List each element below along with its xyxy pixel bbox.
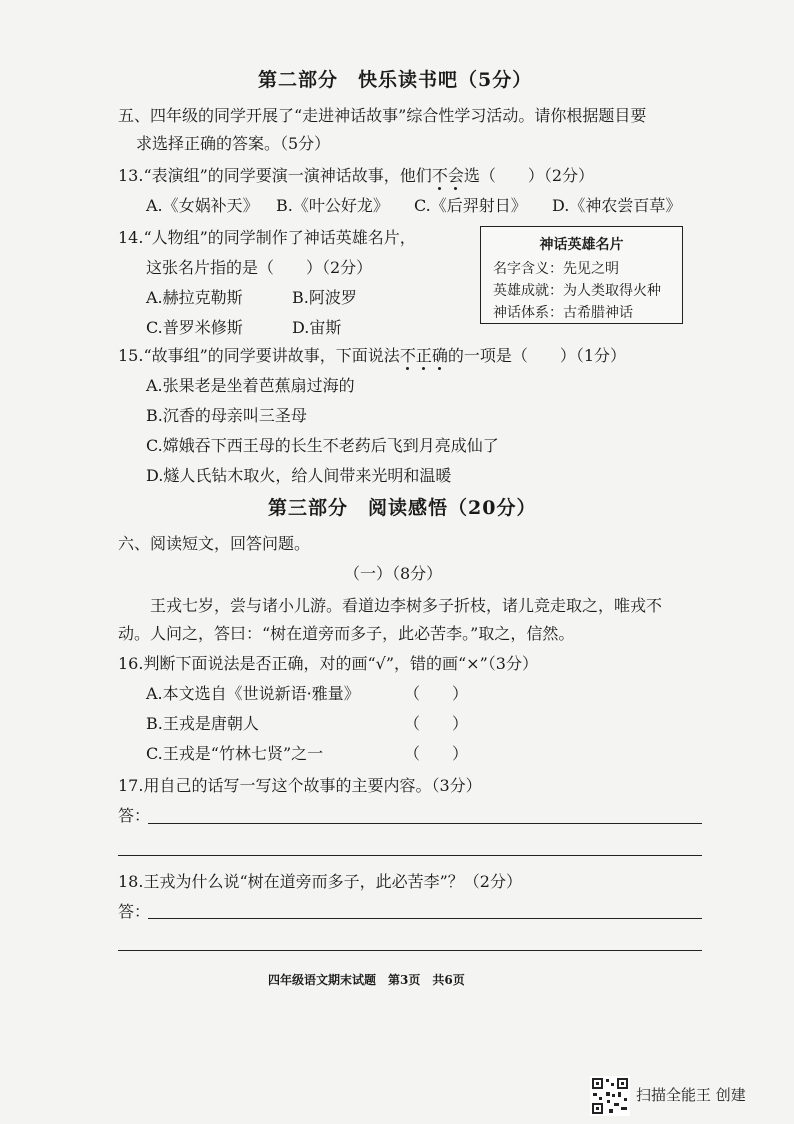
q15-option-b: B.沉香的母亲叫三圣母 (146, 406, 307, 425)
passage-title: （一）（8分） (344, 564, 443, 583)
q18-answer-label: 答： (118, 902, 151, 921)
q16-option-c: C.王戎是“竹林七贤”之一 (146, 744, 324, 763)
q14-option-d: D.宙斯 (292, 318, 342, 337)
q17-answer-line2[interactable] (118, 855, 702, 856)
q13-option-b: B.《叶公好龙》 (276, 196, 389, 215)
qr-code-icon (590, 1076, 630, 1116)
passage-line1: 王戎七岁，尝与诸小儿游。看道边李树多子折枝，诸儿竞走取之，唯戎不 (150, 596, 663, 615)
q16-option-a: A.本文选自《世说新语·雅量》 (146, 684, 360, 703)
q15-emphasis: 不正确 (399, 346, 448, 365)
q13-option-c: C.《后羿射日》 (414, 196, 527, 215)
q13-emphasis: 不会 (431, 166, 464, 185)
q15-option-c: C.嫦娥吞下西王母的长生不老药后飞到月亮成仙了 (146, 436, 499, 455)
q18-answer-line1[interactable] (148, 918, 702, 919)
q13-option-a: A.《女娲补天》 (146, 196, 259, 215)
section3-heading: 第三部分 阅读感悟（20分） (268, 497, 537, 519)
q14-line2: 这张名片指的是（ ）（2分） (146, 258, 373, 277)
q18-stem: 18.王戎为什么说“树在道旁而多子，此必苦李”？（2分） (118, 872, 522, 891)
q16-option-b: B.王戎是唐朝人 (146, 714, 259, 733)
hero-card-title: 神话英雄名片 (539, 237, 624, 253)
q16-paren-b: （ ） (404, 714, 469, 733)
q14-option-b: B.阿波罗 (292, 288, 357, 307)
q15-option-d: D.燧人氏钻木取火，给人间带来光明和温暖 (146, 466, 452, 485)
q14-option-c: C.普罗米修斯 (146, 318, 243, 337)
section2-heading: 第二部分 快乐读书吧（5分） (258, 69, 533, 91)
q5-line2: 求选择正确的答案。（5分） (136, 134, 331, 153)
hero-card-line2: 英雄成就：为人类取得火种 (493, 283, 661, 299)
q15-stem: 15.“故事组”的同学要讲故事，下面说法不正确的一项是（ ）（1分） (118, 346, 627, 365)
q6-instruction: 六、阅读短文，回答问题。 (118, 534, 311, 553)
q16-stem: 16.判断下面说法是否正确，对的画“√”，错的画“×”（3分） (118, 654, 538, 673)
q13-stem: 13.“表演组”的同学要演一演神话故事，他们不会选（ ）（2分） (118, 166, 595, 185)
q13-option-d: D.《神农尝百草》 (552, 196, 682, 215)
hero-card (480, 226, 683, 324)
q17-answer-label: 答： (118, 806, 151, 825)
scanner-watermark: 扫描全能王 创建 (636, 1086, 746, 1104)
q16-paren-a: （ ） (404, 684, 469, 703)
q17-stem: 17.用自己的话写一写这个故事的主要内容。（3分） (118, 776, 482, 795)
q16-paren-c: （ ） (404, 744, 469, 763)
q15-option-a: A.张果老是坐着芭蕉扇过海的 (146, 376, 355, 395)
hero-card-line1: 名字含义：先见之明 (493, 261, 619, 277)
q18-answer-line2[interactable] (118, 950, 702, 951)
q14-option-a: A.赫拉克勒斯 (146, 288, 243, 307)
q14-line1: 14.“人物组”的同学制作了神话英雄名片， (118, 228, 416, 247)
passage-line2: 动。人问之，答曰：“树在道旁而多子，此必苦李。”取之，信然。 (118, 624, 575, 643)
hero-card-line3: 神话体系：古希腊神话 (493, 305, 633, 321)
page-footer: 四年级语文期末试题 第3页 共6页 (268, 973, 465, 987)
q5-line1: 五、四年级的同学开展了“走进神话故事”综合性学习活动。请你根据题目要 (118, 106, 647, 125)
q17-answer-line1[interactable] (148, 823, 702, 824)
